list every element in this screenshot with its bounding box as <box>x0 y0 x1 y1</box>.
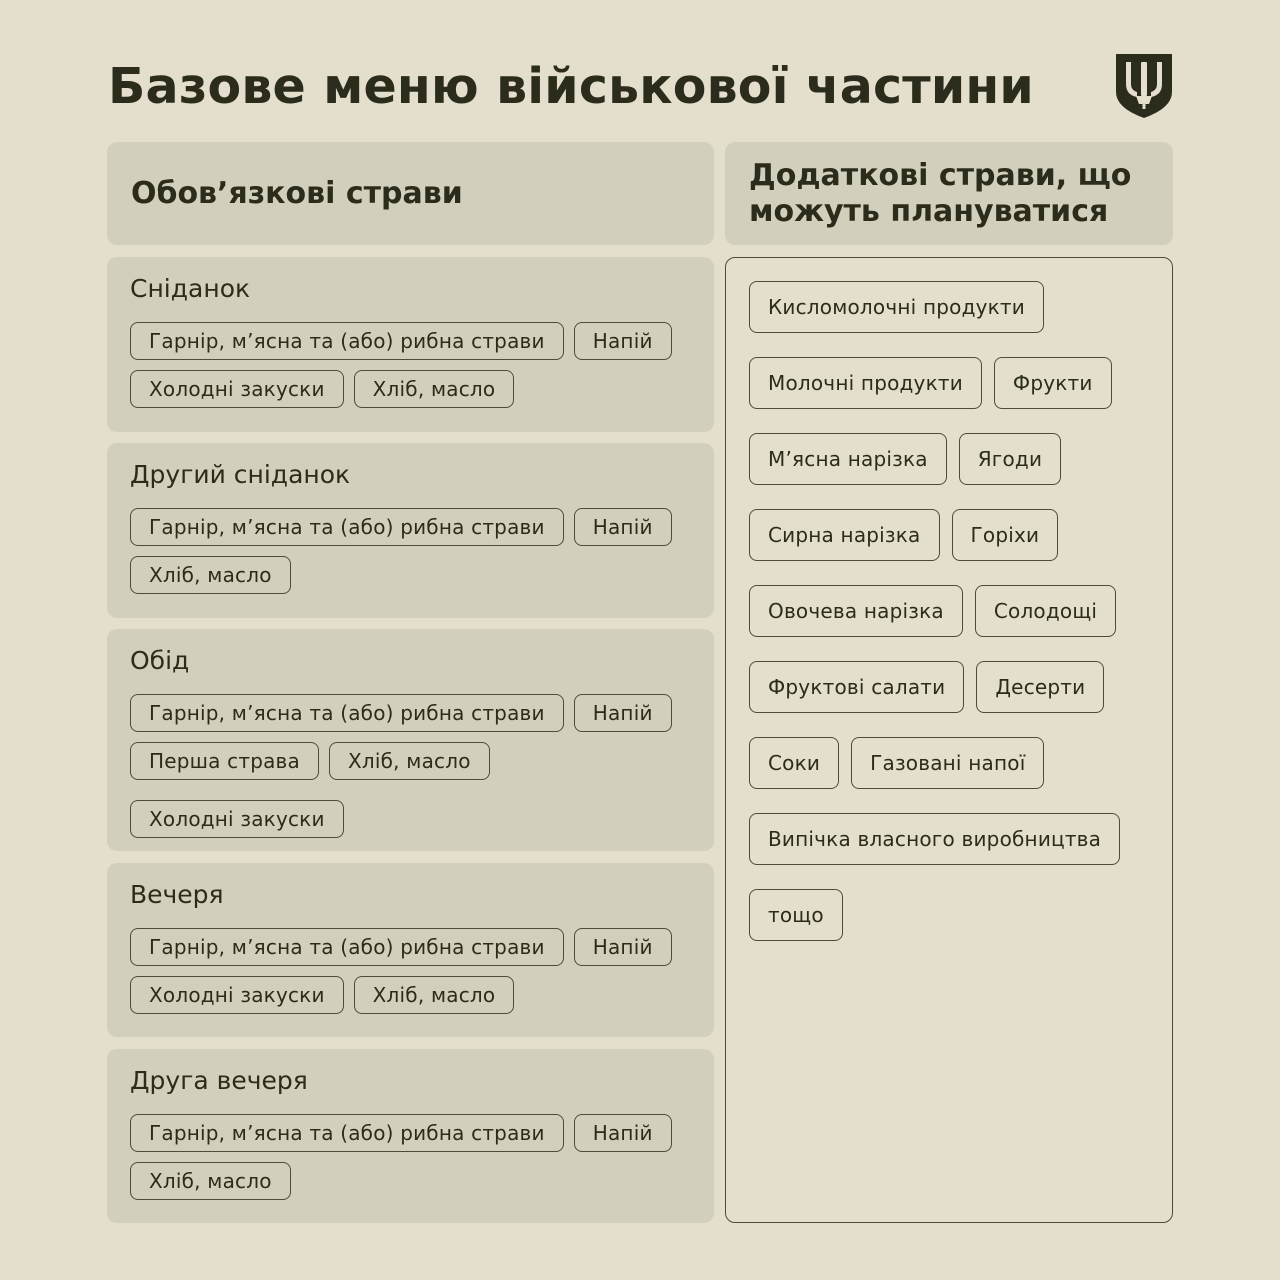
mandatory-header <box>107 142 714 245</box>
meal-item-tag: Напій <box>574 694 672 732</box>
meal-title: Друга вечеря <box>130 1066 308 1095</box>
meal-items <box>130 508 692 594</box>
additional-item-tag: Горіхи <box>952 509 1059 561</box>
additional-item-tag: Сирна нарізка <box>749 509 940 561</box>
meal-item-tag: Гарнір, м’ясна та (або) рибна страви <box>130 508 564 546</box>
additional-dishes-panel <box>725 257 1173 1223</box>
meal-item-tag: Холодні закуски <box>130 370 344 408</box>
additional-item-tag: Кисломолочні продукти <box>749 281 1044 333</box>
additional-header <box>725 142 1173 245</box>
meal-items <box>130 928 692 1014</box>
meal-items <box>130 322 692 408</box>
meal-card-second-dinner <box>107 1049 714 1223</box>
meal-item-tag: Хліб, масло <box>354 976 515 1014</box>
additional-item-tag: Солодощі <box>975 585 1116 637</box>
additional-item-tag: Десерти <box>976 661 1104 713</box>
meal-item-tag: Напій <box>574 1114 672 1152</box>
meal-item-tag: Холодні закуски <box>130 976 344 1014</box>
page-title: Базове меню військової частини <box>108 58 1034 115</box>
meal-item-tag: Холодні закуски <box>130 800 344 838</box>
meal-item-tag: Гарнір, м’ясна та (або) рибна страви <box>130 322 564 360</box>
meal-item-tag: Напій <box>574 508 672 546</box>
meal-item-tag: Перша страва <box>130 742 319 780</box>
additional-item-tag: Молочні продукти <box>749 357 982 409</box>
additional-item-tag: тощо <box>749 889 843 941</box>
mandatory-header-text: Обов’язкові страви <box>131 175 463 211</box>
meal-card-lunch <box>107 629 714 851</box>
trident-shield-icon <box>1114 52 1174 120</box>
meal-title: Другий сніданок <box>130 460 351 489</box>
additional-item-tag: Випічка власного виробництва <box>749 813 1120 865</box>
meal-item-tag: Хліб, масло <box>329 742 490 780</box>
meal-title: Вечеря <box>130 880 224 909</box>
additional-item-tag: Ягоди <box>959 433 1061 485</box>
additional-item-tag: Соки <box>749 737 839 789</box>
meal-item-tag: Гарнір, м’ясна та (або) рибна страви <box>130 694 564 732</box>
meal-title: Сніданок <box>130 274 251 303</box>
meal-item-tag: Гарнір, м’ясна та (або) рибна страви <box>130 928 564 966</box>
meal-card-dinner <box>107 863 714 1037</box>
additional-header-line1: Додаткові страви, що <box>749 157 1132 193</box>
meal-item-tag: Хліб, масло <box>354 370 515 408</box>
meal-item-tag: Хліб, масло <box>130 1162 291 1200</box>
meal-item-tag: Напій <box>574 322 672 360</box>
additional-item-tag: Газовані напої <box>851 737 1044 789</box>
meal-items <box>130 694 692 838</box>
meal-items <box>130 1114 692 1200</box>
additional-item-tag: М’ясна нарізка <box>749 433 947 485</box>
meal-title: Обід <box>130 646 190 675</box>
meal-item-tag: Напій <box>574 928 672 966</box>
additional-item-tag: Фруктові салати <box>749 661 964 713</box>
meal-card-second-breakfast <box>107 443 714 618</box>
additional-items <box>749 281 1129 941</box>
meal-card-breakfast <box>107 257 714 432</box>
additional-header-line2: можуть плануватися <box>749 193 1109 229</box>
meal-item-tag: Гарнір, м’ясна та (або) рибна страви <box>130 1114 564 1152</box>
meal-item-tag: Хліб, масло <box>130 556 291 594</box>
additional-item-tag: Овочева нарізка <box>749 585 963 637</box>
additional-item-tag: Фрукти <box>994 357 1112 409</box>
